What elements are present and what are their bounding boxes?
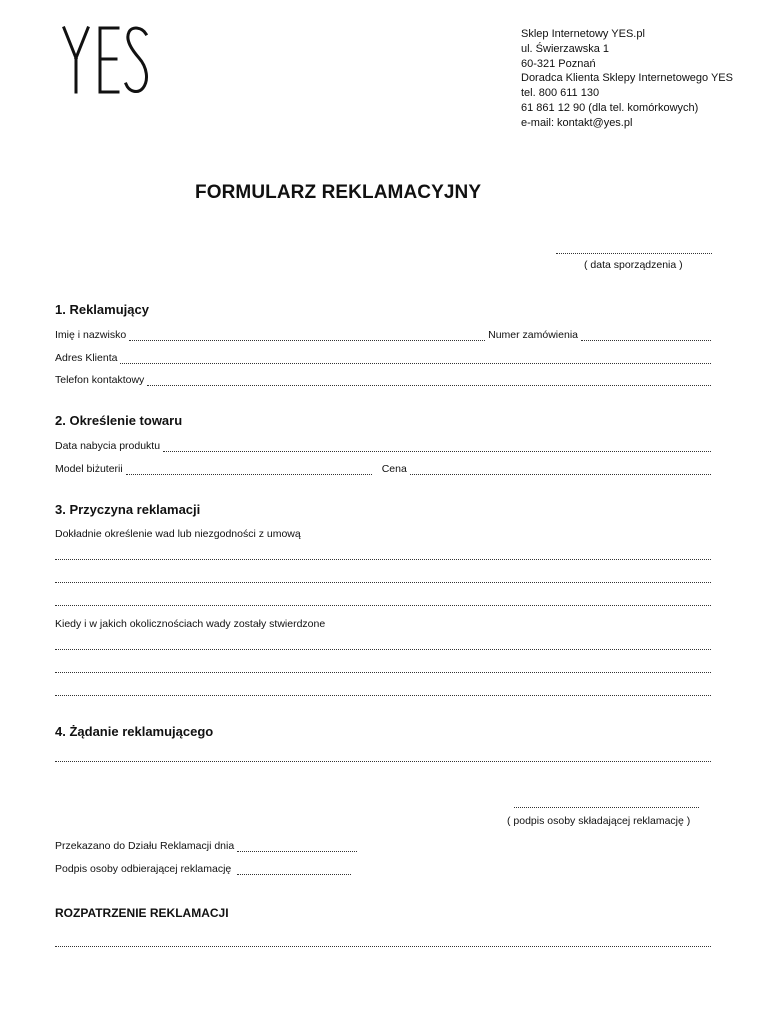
- order-number-label: Numer zamówienia: [488, 329, 578, 341]
- purchase-date-row: [55, 438, 711, 452]
- receiver-signature-field[interactable]: [237, 864, 351, 875]
- section3-heading: 3. Przyczyna reklamacji: [55, 502, 201, 517]
- circumstances-field-line-2[interactable]: [55, 662, 711, 673]
- circumstances-label: Kiedy i w jakich okolicznościach wady zostały stwierdzone: [55, 618, 326, 630]
- price-field[interactable]: [410, 464, 711, 475]
- company-advisor: Doradca Klienta Sklepy Internetowego YES: [521, 72, 733, 85]
- section2-heading: 2. Określenie towaru: [55, 413, 183, 428]
- price-label: Cena: [381, 463, 407, 475]
- claim-demand-field[interactable]: [55, 751, 711, 762]
- handover-row: [55, 838, 357, 852]
- circumstances-field-line-3[interactable]: [55, 685, 711, 696]
- form-title: FORMULARZ REKLAMACYJNY: [195, 182, 482, 203]
- receiver-label: Podpis osoby odbierającej reklamację: [55, 863, 232, 875]
- name-order-row: [55, 327, 711, 341]
- defects-field-line-3[interactable]: [55, 595, 711, 606]
- handover-label: Przekazano do Działu Reklamacji dnia: [55, 840, 235, 852]
- address-row: [55, 350, 711, 364]
- circumstances-field-line-1[interactable]: [55, 639, 711, 650]
- defects-label: Dokładnie określenie wad lub niezgodności z umową: [55, 528, 301, 540]
- defects-field-line-1[interactable]: [55, 549, 711, 560]
- address-field[interactable]: [120, 353, 711, 364]
- defects-field-line-2[interactable]: [55, 572, 711, 583]
- yes-logo: [62, 22, 150, 96]
- handover-date-field[interactable]: [237, 841, 357, 852]
- section1-heading: 1. Reklamujący: [55, 302, 149, 317]
- company-phone: tel. 800 611 130: [521, 87, 600, 100]
- phone-field[interactable]: [147, 375, 711, 386]
- company-email: e-mail: kontakt@yes.pl: [521, 116, 633, 129]
- purchase-date-label: Data nabycia produktu: [55, 440, 161, 452]
- company-mobile-phone: 61 861 12 90 (dla tel. komórkowych): [521, 101, 699, 114]
- address-label: Adres Klienta: [55, 352, 118, 364]
- model-price-row: [55, 461, 711, 475]
- company-name: Sklep Internetowy YES.pl: [521, 28, 645, 40]
- signature-field[interactable]: [514, 797, 699, 808]
- signature-caption: ( podpis osoby składającej reklamację ): [507, 815, 691, 827]
- date-caption: ( data sporządzenia ): [584, 259, 683, 271]
- model-label: Model biżuterii: [55, 463, 123, 475]
- phone-label: Telefon kontaktowy: [55, 374, 145, 386]
- name-label: Imię i nazwisko: [55, 329, 127, 341]
- company-city: 60-321 Poznań: [521, 57, 596, 70]
- purchase-date-field[interactable]: [163, 441, 711, 452]
- company-contact-block: [521, 27, 733, 131]
- company-street: ul. Świerzawska 1: [521, 42, 610, 55]
- model-field[interactable]: [126, 464, 372, 475]
- receiver-row: [55, 861, 351, 875]
- review-field[interactable]: [55, 936, 711, 947]
- order-number-field[interactable]: [581, 330, 711, 341]
- phone-row: [55, 372, 711, 386]
- name-field[interactable]: [129, 330, 485, 341]
- review-heading: ROZPATRZENIE REKLAMACJI: [55, 906, 229, 920]
- section4-heading: 4. Żądanie reklamującego: [55, 724, 214, 739]
- date-field[interactable]: [556, 243, 712, 254]
